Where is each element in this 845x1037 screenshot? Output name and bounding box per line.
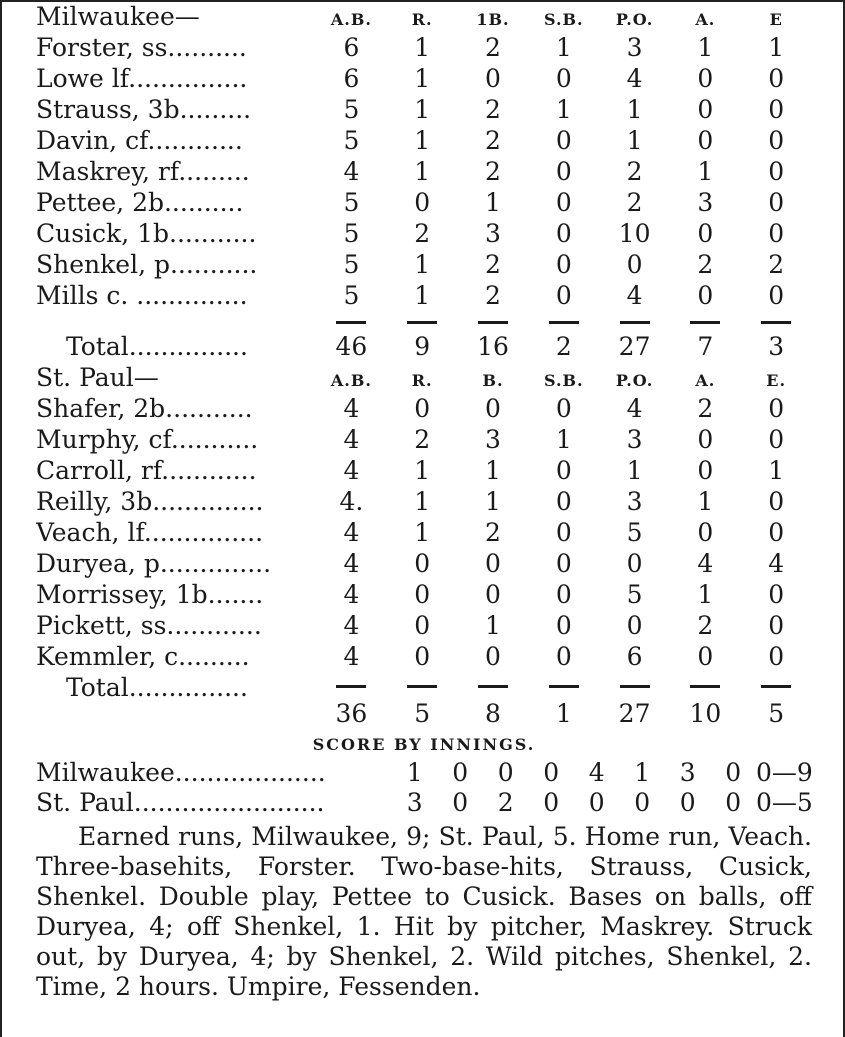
stat-cell: 4 [343,456,360,485]
stat-cell: 0 [414,188,431,217]
player-row [36,456,812,487]
col-header: 1B. [476,10,510,29]
total-cell: 8 [485,699,501,728]
stat-cell: 0 [485,394,501,423]
milwaukee-header-row [36,2,812,33]
stpaul-header-row [36,363,812,394]
stat-cell: 4 [343,394,360,423]
stat-cell: 0 [697,456,714,485]
total-cell: 16 [477,332,509,361]
inning-score: 0 [634,788,651,817]
player-name: Pettee, 2b.......... [36,188,244,217]
stat-cell: 5 [343,219,360,248]
col-header: R. [411,371,433,390]
stat-cell: 0 [555,250,572,279]
stat-cell: 4 [626,394,643,423]
stat-cell: 5 [343,126,360,155]
stat-cell: 2 [485,250,501,279]
player-name: Morrissey, 1b....... [36,580,264,609]
inning-final: 0—5 [756,788,813,817]
stat-cell: 3 [626,425,643,454]
inning-score: 3 [406,788,423,817]
stat-cell: 0 [768,126,785,155]
player-name: Strauss, 3b......... [36,95,252,124]
stat-cell: 0 [555,64,572,93]
stat-cell: 5 [343,188,360,217]
stat-cell: 3 [697,188,714,217]
stat-cell: 2 [414,219,431,248]
stat-cell: 0 [768,425,785,454]
player-name: Maskrey, rf......... [36,157,250,186]
stat-cell: 4 [343,157,360,186]
stat-cell: 0 [768,95,785,124]
player-row [36,518,812,549]
stat-cell: 0 [555,126,572,155]
player-row [36,250,812,281]
stat-cell: 0 [414,580,431,609]
stat-cell: 0 [697,642,714,671]
player-row [36,281,812,312]
stat-cell: 0 [485,64,501,93]
stat-cell: 0 [555,580,572,609]
player-name: Lowe lf............... [36,64,248,93]
inning-score: 0 [588,788,605,817]
stat-cell: 3 [626,487,643,516]
stpaul-players [36,394,812,673]
stat-cell: 0 [555,394,572,423]
total-cell: 5 [768,699,785,728]
player-name: Forster, ss.......... [36,33,247,62]
stat-cell: 0 [768,281,785,310]
game-summary: Earned runs, Milwaukee, 9; St. Paul, 5. Home run, Veach. Three-basehits, Forster. Two-base-hits, Strauss, Cusick, Shenkel. Double play, Pettee to Cusick. Bases on balls, off Duryea, 4; off Shenkel, 1. Hit by pitcher, Maskrey. Struck out, by Duryea, 4; by Shenkel, 2. Wild pitches, Shenkel, 2. Time, 2 hours. Umpire, Fessenden. [36,822,812,1001]
stat-cell: 0 [626,549,643,578]
stat-cell: 1 [485,487,501,516]
stat-cell: 0 [555,518,572,547]
stat-cell: 2 [697,394,714,423]
stat-cell: 2 [485,281,501,310]
stat-cell: 1 [768,456,785,485]
inning-score: 0 [725,758,742,787]
stat-cell: 0 [555,642,572,671]
stat-cell: 2 [485,126,501,155]
stat-cell: 0 [414,549,431,578]
stat-cell: 5 [343,281,360,310]
stat-cell: 1 [485,611,501,640]
player-row [36,33,812,64]
stat-cell: 2 [697,250,714,279]
stat-cell: 0 [697,64,714,93]
col-header: P.O. [615,10,654,29]
player-row [36,95,812,126]
stat-cell: 1 [555,425,572,454]
player-row [36,425,812,456]
stat-cell: 0 [555,611,572,640]
col-header: S.B. [543,10,584,29]
stat-cell: 4 [343,642,360,671]
stat-cell: 0 [768,611,785,640]
milwaukee-players [36,33,812,312]
stat-cell: 1 [555,33,572,62]
stat-cell: 0 [768,188,785,217]
stat-cell: 5 [343,250,360,279]
stat-cell: 0 [485,642,501,671]
innings-row-stpaul [36,788,812,818]
innings-table [36,758,812,818]
col-header: A.B. [330,371,372,390]
stat-cell: 1 [414,281,431,310]
inning-score: 0 [543,758,560,787]
col-header: E [769,10,783,29]
total-cell: 2 [555,332,572,361]
stat-cell: 4. [339,487,364,516]
col-header: A. [695,371,716,390]
stat-cell: 5 [626,580,643,609]
stat-cell: 1 [414,518,431,547]
player-name: Murphy, cf........... [36,425,259,454]
stat-cell: 4 [768,549,785,578]
stat-cell: 0 [485,580,501,609]
stat-cell: 1 [414,95,431,124]
stat-cell: 1 [697,580,714,609]
stat-cell: 1 [485,456,501,485]
col-header: S.B. [543,371,584,390]
player-name: Duryea, p.............. [36,549,272,578]
stat-cell: 3 [485,219,501,248]
stat-cell: 0 [697,425,714,454]
stpaul-total-row [36,699,812,732]
player-name: Kemmler, c......... [36,642,250,671]
innings-row-milwaukee [36,758,812,788]
player-name: Carroll, rf............ [36,456,257,485]
stat-cell: 0 [555,157,572,186]
stat-cell: 1 [414,33,431,62]
inning-score: 1 [406,758,423,787]
total-cell: 46 [335,332,368,361]
stat-cell: 3 [485,425,501,454]
score-by-innings-heading: SCORE BY INNINGS. [312,735,536,754]
total-cell: 1 [555,699,572,728]
player-row [36,188,812,219]
stat-cell: 0 [768,157,785,186]
stat-cell: 0 [485,549,501,578]
stat-cell: 4 [343,549,360,578]
stat-cell: 2 [768,250,785,279]
total-cell: 3 [768,332,785,361]
stat-cell: 1 [485,188,501,217]
player-name: Veach, lf............... [36,518,264,547]
box-score [36,2,812,1002]
stat-cell: 1 [414,487,431,516]
stat-cell: 10 [618,219,651,248]
inning-score: 0 [452,788,469,817]
total-cell: 10 [689,699,722,728]
stat-cell: 0 [697,219,714,248]
stat-cell: 4 [697,549,714,578]
player-row [36,487,812,518]
stat-cell: 0 [768,642,785,671]
player-row [36,64,812,95]
stat-cell: 4 [626,64,643,93]
player-name: Davin, cf............ [36,126,243,155]
team-name: Milwaukee— [36,2,200,31]
total-cell: 9 [414,332,431,361]
inning-final: 0—9 [756,758,813,787]
inning-score: 3 [679,758,696,787]
stat-cell: 1 [414,126,431,155]
stat-cell: 0 [768,518,785,547]
stat-cell: 6 [343,64,360,93]
stat-cell: 0 [626,250,643,279]
total-cell: 36 [335,699,368,728]
player-name: Shenkel, p........... [36,250,258,279]
player-name: Pickett, ss............ [36,611,262,640]
team-name: St. Paul— [36,363,159,392]
milwaukee-total-row [36,332,812,363]
total-cell: 5 [414,699,431,728]
stat-cell: 5 [343,95,360,124]
player-row [36,611,812,642]
stat-cell: 2 [626,188,643,217]
col-header: B. [482,371,504,390]
stat-cell: 2 [485,518,501,547]
stat-cell: 2 [485,157,501,186]
stat-cell: 1 [414,250,431,279]
player-row [36,394,812,425]
player-row [36,219,812,250]
total-cell: 27 [618,699,651,728]
stat-cell: 2 [485,95,501,124]
total-label: Total............... [66,332,248,361]
stat-cell: 1 [626,126,643,155]
total-label: Total............... [66,673,248,702]
stat-cell: 2 [626,157,643,186]
stat-cell: 0 [555,456,572,485]
inning-score: 2 [497,788,514,817]
stat-cell: 2 [697,611,714,640]
inning-score: 1 [634,758,651,787]
milwaukee-dash-row [36,312,812,332]
inning-score: 4 [588,758,605,787]
total-cell: 7 [697,332,714,361]
player-name: Mills c. .............. [36,281,248,310]
stat-cell: 3 [626,33,643,62]
stat-cell: 0 [555,188,572,217]
stat-cell: 0 [768,394,785,423]
stat-cell: 0 [555,487,572,516]
stat-cell: 1 [697,487,714,516]
stat-cell: 0 [697,518,714,547]
stat-cell: 1 [768,33,785,62]
player-name: Cusick, 1b........... [36,219,257,248]
col-header: A. [695,10,716,29]
inning-score: 0 [679,788,696,817]
col-header: E. [766,371,787,390]
stat-cell: 4 [343,518,360,547]
stat-cell: 0 [768,219,785,248]
inning-score: 0 [452,758,469,787]
stat-cell: 0 [555,549,572,578]
stat-cell: 1 [555,95,572,124]
player-name: Shafer, 2b........... [36,394,253,423]
innings-team: Milwaukee................... [36,758,326,787]
stat-cell: 2 [414,425,431,454]
total-cell: 27 [618,332,651,361]
col-header: P.O. [615,371,654,390]
stat-cell: 2 [485,33,501,62]
innings-team: St. Paul........................ [36,788,325,817]
stat-cell: 0 [697,281,714,310]
stat-cell: 1 [414,157,431,186]
stat-cell: 0 [414,642,431,671]
stat-cell: 0 [626,611,643,640]
stat-cell: 0 [414,394,431,423]
stat-cell: 1 [414,64,431,93]
inning-score: 0 [725,788,742,817]
stat-cell: 1 [414,456,431,485]
stat-cell: 6 [343,33,360,62]
player-name: Reilly, 3b.............. [36,487,264,516]
stat-cell: 1 [697,33,714,62]
stat-cell: 4 [343,580,360,609]
stat-cell: 0 [768,487,785,516]
col-header: R. [411,10,433,29]
stat-cell: 5 [626,518,643,547]
stat-cell: 4 [343,425,360,454]
inning-score: 0 [497,758,514,787]
stat-cell: 0 [414,611,431,640]
stat-cell: 0 [697,95,714,124]
stat-cell: 1 [626,456,643,485]
stat-cell: 0 [768,64,785,93]
stat-cell: 1 [697,157,714,186]
stat-cell: 4 [626,281,643,310]
stpaul-total-label-row [36,673,812,702]
stat-cell: 0 [697,126,714,155]
inning-score: 0 [543,788,560,817]
player-row [36,126,812,157]
stat-cell: 0 [768,580,785,609]
player-row [36,642,812,673]
player-row [36,549,812,580]
player-row [36,157,812,188]
stat-cell: 0 [555,281,572,310]
player-row [36,580,812,611]
stat-cell: 4 [343,611,360,640]
stat-cell: 6 [626,642,643,671]
col-header: A.B. [330,10,372,29]
stat-cell: 0 [555,219,572,248]
stat-cell: 1 [626,95,643,124]
